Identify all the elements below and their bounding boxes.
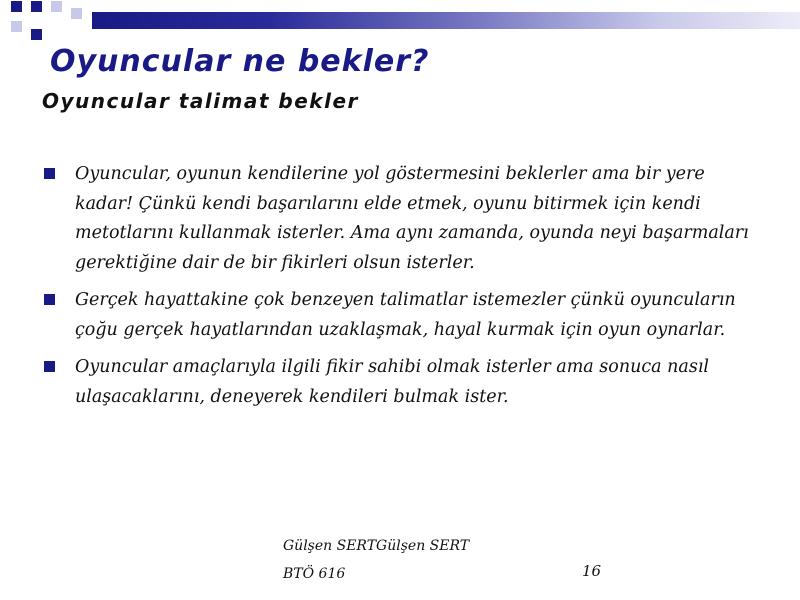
square-bullet-icon — [44, 294, 55, 305]
bullet-text: Oyuncular, oyunun kendilerine yol göstermesini beklerler ama bir yere kadar! Çünkü kendi başarılarını elde etmek, oyunu bitirmek için kendi metotlarını kullanmak isterler. Ama aynı zamanda, oyunda neyi başarmaları gerektiğine dair de bir fikirleri olsun isterler. — [75, 164, 749, 273]
slide-title: Oyuncular ne bekler? — [50, 44, 430, 79]
decorative-square — [11, 21, 22, 32]
decorative-square — [31, 1, 42, 12]
decorative-square — [11, 1, 22, 12]
page-number: 16 — [582, 562, 602, 580]
bullet-item — [42, 286, 762, 345]
bullet-item — [42, 160, 762, 278]
decorative-square — [71, 8, 82, 19]
bullet-list — [42, 160, 762, 420]
footer-author: Gülşen SERTGülşen SERT — [283, 538, 470, 554]
bullet-text: Gerçek hayattakine çok benzeyen talimatlar istemezler çünkü oyuncuların çoğu gerçek hayatlarından uzaklaşmak, hayal kurmak için oyun oynarlar. — [75, 290, 736, 340]
decorative-square — [51, 1, 62, 12]
footer-course: BTÖ 616 — [283, 566, 346, 582]
bullet-text: Oyuncular amaçlarıyla ilgili fikir sahibi olmak isterler ama sonuca nasıl ulaşacaklarını, deneyerek kendileri bulmak ister. — [75, 357, 710, 407]
decorative-gradient-bar — [92, 12, 800, 29]
decorative-square — [31, 29, 42, 40]
bullet-item — [42, 353, 762, 412]
square-bullet-icon — [44, 168, 55, 179]
decorative-header-band — [0, 0, 800, 48]
slide-subtitle: Oyuncular talimat bekler — [42, 89, 359, 113]
square-bullet-icon — [44, 361, 55, 372]
